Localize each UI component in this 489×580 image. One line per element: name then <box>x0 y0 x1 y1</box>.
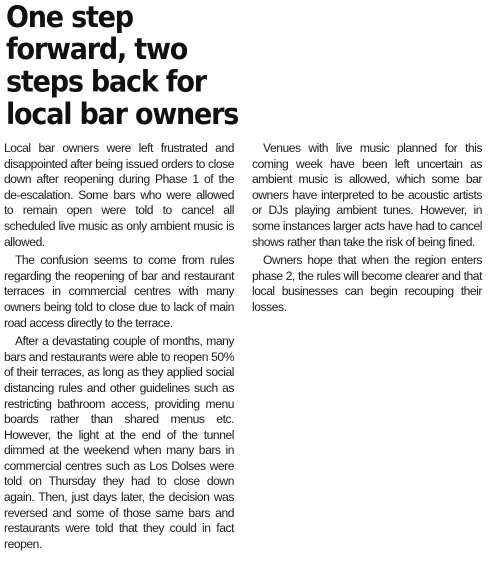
article-paragraph: After a devastating couple of months, many bars and restaurants were able to reopen 50% of their terraces, as long as they applied social distancing rules and other guidelines such as restricting bathroom access, providing menu boards rather than shared menus etc. However, the light at the end of the tunnel dimmed at the weekend when many bars in commercial centres such as Los Dolses were told on Thursday they had to close down again. Then, just days later, the decision was reversed and some of those same bars and restaurants were told that they could in fact reopen. <box>4 334 234 551</box>
article-column-right <box>252 141 482 319</box>
article-paragraph: Venues with live music planned for this coming week have been left uncertain as ambient music is allowed, which some bar owners have interpreted to be acoustic artists or DJs playing ambient tunes. However, in some instances larger acts have had to cancel shows rather than take the risk of being fined. <box>252 141 482 249</box>
article-headline: One step forward, two steps back for local bar owners <box>6 0 239 132</box>
article-column-left <box>4 141 234 555</box>
article-paragraph: Owners hope that when the region enters phase 2, the rules will become clearer and that local businesses can begin recouping their losses. <box>252 253 482 314</box>
article-paragraph: Local bar owners were left frustrated and disappointed after being issued orders to close down after reopening during Phase 1 of the de-escalation. Some bars who were allowed to remain open were told to cancel all scheduled live music as only ambient music is allowed. <box>4 141 234 249</box>
article-paragraph: The confusion seems to come from rules regarding the reopening of bar and restaurant terraces in commercial centres with many owners being told to close due to lack of main road access directly to the terrace. <box>4 253 234 330</box>
